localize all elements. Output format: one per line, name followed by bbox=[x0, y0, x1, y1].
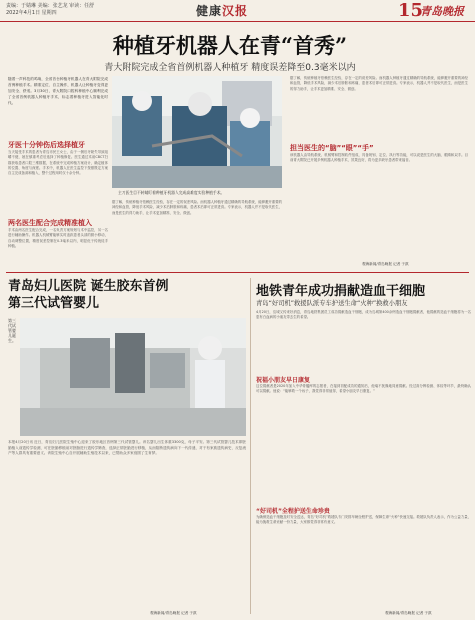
story1-section2-text: 手术由两名医生配合完成，一名负责方案规划与术中监控，另一名进行辅助操作。机器人机械臂能够实时追踪患者头部的微小移动，自动调整位置，精度误差控制在0.3毫米以内，明显优于传统徒手种植。 bbox=[8, 228, 108, 248]
story1-subhead: 青大附院完成全省首例机器人种植牙 精度误差降至0.3毫米以内 bbox=[104, 63, 356, 73]
story1-byline: 观海新闻/青岛晚报 记者 于淇 bbox=[362, 262, 409, 266]
story1-photo-caption: 主刀医生目不转睛盯着种植牙机器人完成高难度实验种植手术。 bbox=[118, 190, 225, 195]
page-number: 15 bbox=[398, 0, 424, 21]
editor-line: 责编：于婧琳 美编：张艺龙 审读：任舒 bbox=[6, 3, 95, 9]
story3-section2-title: “好司机”全程护送生命珍贵 bbox=[256, 508, 330, 515]
story3-subhead: 青岛“好司机”救援队派专车护送生命“火种”换救小朋友 bbox=[256, 300, 408, 307]
story3-byline: 观海新闻/青岛晚报 记者 于淇 bbox=[385, 611, 432, 615]
story3-section1-title: 祝福小朋友早日康复 bbox=[256, 377, 311, 384]
story2-vertical-caption: 第三代试管婴儿诞生。 bbox=[8, 318, 16, 343]
header-meta bbox=[6, 3, 94, 17]
section-title: 健康汉报 bbox=[196, 4, 249, 18]
story1-lead: 随着一声科技的鸣响，全省首台种植牙机器人在青大附院完成首例种植手术。精准定位、自主操作，机器人让种植牙变得更加安全、舒适。3月30日，青大附院口腔科种植中心顺利完成了全省首例机器人种植牙手术，标志着种植牙进入智能化时代。 bbox=[8, 77, 108, 105]
story1-section3-text: 该机器人由导航系统、机械臂和控制软件组成，具备规划、定位、执行等功能，可以说是医生的大脑、眼睛和双手。目前青大附院已开展多例机器人种植手术，效果良好，将为更多缺牙患者带来福音。 bbox=[290, 153, 468, 163]
story1-headline: 种植牙机器人在青“首秀” bbox=[112, 33, 348, 58]
page-header bbox=[0, 0, 475, 22]
story3-body1: 4月20日，岛城又传来好消息，青岛地铁集团员工成功捐献造血干细胞，成为岛城第400余例造血干细胞捐献者，他捐献的造血干细胞将为一名患有白血病的小朋友带去生的希望。 bbox=[256, 310, 471, 320]
story1-photo bbox=[112, 76, 282, 188]
story2-body: 本报4月20日讯 近日，青岛妇儿医院生殖中心迎来了胶东地区首例第三代试管婴儿。该名婴儿出生体重3300克，母子平安。第三代试管婴儿技术即胚胎植入前遗传学检测，可在胚胎移植前对胚胎进行遗传学筛查，选择正常胚胎进行移植，从而阻断遗传病向下一代传递，对于有家族遗传病史、反复流产等人群具有重要意义。该院生殖中心自开展辅助生殖技术以来，已帮助众多家庭圆了生育梦。 bbox=[8, 440, 246, 456]
lab-microscope-photo bbox=[20, 318, 246, 436]
date-line: 2022年4月1日 星期四 bbox=[6, 10, 57, 16]
story2-headline: 青岛妇儿医院 诞生胶东首例第三代试管婴儿 bbox=[8, 279, 169, 311]
column-divider bbox=[250, 278, 251, 614]
story1-mid-text: 据了解，传统种植牙依赖医生经验，存在一定的误差风险。而机器人种植牙通过精确的导航系统，能够避开重要的神经和血管，降低手术风险，减少术后肿胀和疼痛，患者术后即可正常进食。专家表示，机器人并不是取代医生，而是医生的得力助手，让手术更加精准、安全、微创。 bbox=[112, 200, 282, 215]
newspaper-logo: 青岛晚报 bbox=[420, 5, 464, 18]
story1-right-text: 据了解，传统种植牙依赖医生经验，存在一定的误差风险。而机器人种植牙通过精确的导航系统，能够避开重要的神经和血管，降低手术风险，减少术后肿胀和疼痛，患者术后即可正常进食。专家表示，机器人并不是取代医生，而是医生的得力助手，让手术更加精准、安全、微创。 bbox=[290, 76, 468, 91]
story3-headline: 地铁青年成功捐献造血干细胞 bbox=[256, 284, 426, 299]
story3-section2-text: 为确保造血干细胞及时安全送达，青岛“好司机”救援队专门安排车辆全程护送，保障生命“火种”快速交接。救援队负责人表示，作为公益力量，能为挽救生命贡献一份力量，大家都觉得非常有意义。 bbox=[256, 515, 471, 525]
story2-byline: 观海新闻/青岛晚报 记者 于淇 bbox=[150, 611, 197, 615]
story1-section3-title: 担当医生的“脑”“眼”“手” bbox=[290, 144, 374, 152]
story3-section1-text: 这位捐献者是2020年加入中华骨髓库的志愿者，在接到初配成功的通知后，他毫不犹豫地同意捐献。经过高分辨检测、体检等环节，最终确认可以捐献。他说：“能够救一个孩子，我觉得非常值得，希望小朋友早日康复。” bbox=[256, 384, 471, 394]
dental-surgery-photo bbox=[112, 76, 282, 188]
story1-section1-text: 当天接受手术的患者为青岛市民王女士，由于一侧后牙缺失导致咀嚼不便，她在慎重考虑后选择了种植修复。医生通过术前CBCT扫描获取患者口腔三维数据，在系统中完成种植方案设计，确定植体的位置、角度与深度。手术中，机器人在医生监控下按照既定方案自主完成备洞和植入，整个过程用时仅十余分钟。 bbox=[8, 150, 108, 176]
story1-section1-title: 牙医十分钟伤后选择植牙 bbox=[8, 141, 85, 149]
story-divider bbox=[6, 272, 469, 273]
story1-section2-title: 两名医生配合完成精准植入 bbox=[8, 219, 92, 227]
story2-photo bbox=[20, 318, 246, 436]
